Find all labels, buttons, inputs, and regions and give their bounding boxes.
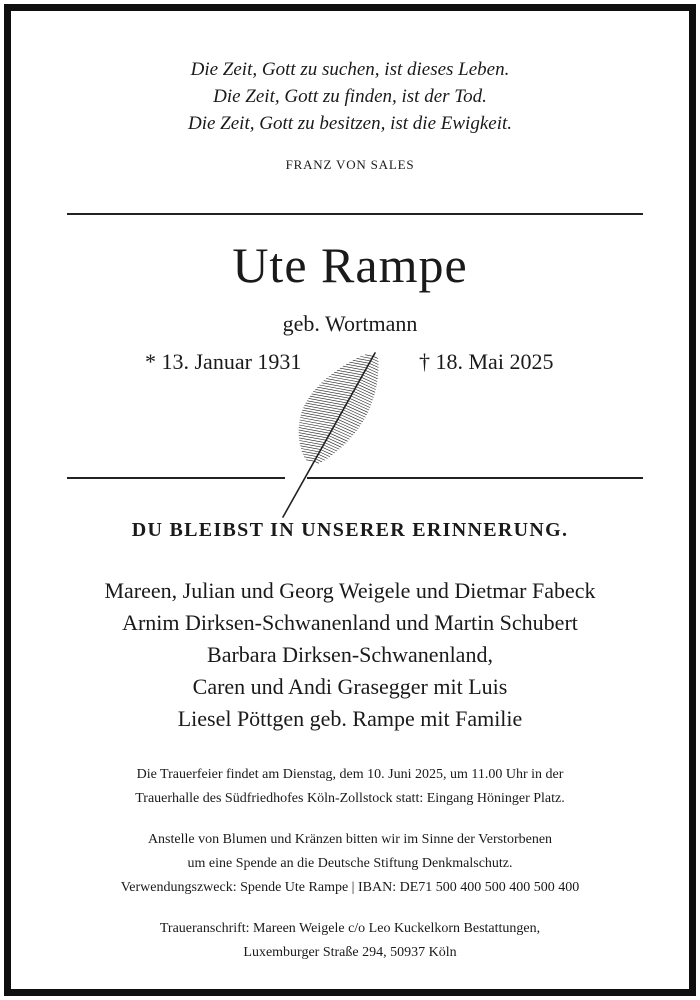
donation-text: Anstelle von Blumen und Kränzen bitten wir im Sinne der Verstorbenen (147, 832, 553, 847)
mourner-line: Mareen, Julian und Georg Weigele und Dietmar Fabeck (104, 578, 596, 603)
memorial-motto: DU BLEIBST IN UNSERER ERINNERUNG. (131, 519, 569, 541)
obituary-card (4, 4, 696, 996)
quote-author: FRANZ VON SALES (285, 157, 415, 172)
death-date: † 18. Mai 2025 (419, 349, 554, 374)
quote-line: Die Zeit, Gott zu finden, ist der Tod. (213, 86, 487, 107)
ceremony-text: Trauerhalle des Südfriedhofes Köln-Zollstock statt: Eingang Höninger Platz. (135, 791, 565, 806)
mourner-line: Barbara Dirksen-Schwanenland, (207, 642, 493, 667)
deceased-name: Ute Rampe (232, 237, 468, 293)
mourner-line: Arnim Dirksen-Schwanenland und Martin Schubert (122, 610, 578, 635)
address-text: Luxemburger Straße 294, 50937 Köln (243, 945, 457, 960)
ceremony-text: Die Trauerfeier findet am Dienstag, dem 10. Juni 2025, um 11.00 Uhr in der (136, 767, 564, 782)
donation-text: Verwendungszweck: Spende Ute Rampe | IBAN: DE71 500 400 500 400 500 400 (120, 880, 580, 895)
quote-line: Die Zeit, Gott zu besitzen, ist die Ewigkeit. (187, 113, 513, 134)
mourner-line: Caren und Andi Grasegger mit Luis (192, 674, 508, 699)
divider-top (67, 213, 643, 215)
feather-icon (273, 339, 397, 521)
divider-bottom-left (67, 477, 285, 479)
quote-line: Die Zeit, Gott zu suchen, ist dieses Leben. (190, 59, 510, 80)
birth-date: * 13. Januar 1931 (145, 349, 302, 374)
mourner-line: Liesel Pöttgen geb. Rampe mit Familie (177, 706, 523, 731)
divider-bottom-right (307, 477, 643, 479)
donation-text: um eine Spende an die Deutsche Stiftung Denkmalschutz. (187, 856, 513, 871)
address-text: Traueranschrift: Mareen Weigele c/o Leo Kuckelkorn Bestattungen, (159, 921, 541, 936)
birth-name: geb. Wortmann (282, 311, 418, 336)
